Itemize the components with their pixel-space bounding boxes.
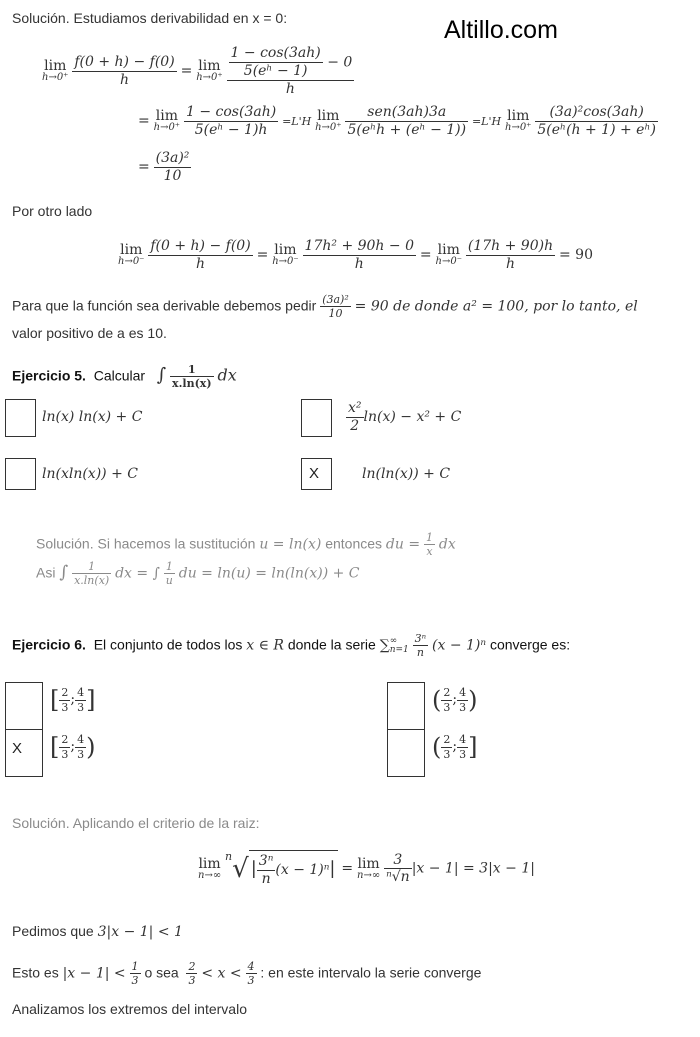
ej5-option-d-mark: X	[309, 465, 320, 482]
analizamos-line: Analizamos los extremos del intervalo	[12, 1001, 247, 1017]
ej6-option-c-mark: X	[12, 740, 23, 757]
root-test-line: lim n→∞ $^n$√ | $\frac{\text{3ⁿ}}{n}$ (x − 1)ⁿ| = lim n→∞ $\frac{3}{\text{ⁿ√n}}$ |x − 1| = 3|x − 1|	[198, 850, 535, 887]
solution-5-line-1: Solución. Si hacemos la sustitución u = ln(x) entonces du = $\frac{1}{x}$ dx	[36, 531, 456, 559]
conclusion-line-2: valor positivo de a es 10.	[12, 325, 167, 341]
ej6-option-d-checkbox[interactable]	[387, 729, 425, 777]
ej6-option-b-label: ( $\frac{2}{3}$ ; $\frac{4}{3}$ )	[432, 686, 478, 714]
conclusion-line-1: Para que la función sea derivable debemos pedir $\frac{\text{(3a)²}}{10}$ = 90 de donde a² = 100, por lo tanto, el	[12, 293, 638, 321]
site-brand: Altillo.com	[444, 16, 558, 44]
solution-5-line-2: Asi ∫ $\frac{1}{x.\ln(x)}$ dx = ∫ $\frac{1}{u}$ du = ln(u) = ln(ln(x)) + C	[36, 560, 360, 588]
ej6-option-a-checkbox[interactable]	[5, 682, 43, 730]
ej5-option-c-checkbox[interactable]	[5, 458, 36, 490]
ej6-option-c-label: [ $\frac{2}{3}$ ; $\frac{4}{3}$ )	[50, 733, 96, 761]
derivative-line-2: = lim h→0⁺ $\frac{1 - \cos(3ah)}{\text{5(eʰ − 1)h}}$ =L'H lim h→0⁺ $\frac{\text{sen(3ah)3a}}{\text{5(eʰh + (eʰ − 1))}}$ =L'H lim h→0⁺ $\frac{\text{(3a)²cos(3ah)}}{\text{5(eʰ(h + 1) + eʰ)}}$	[138, 104, 656, 138]
ej5-option-b-checkbox[interactable]	[301, 399, 332, 437]
solution-intro: Solución. Estudiamos derivabilidad en x = 0:	[12, 10, 288, 26]
ej6-option-a-label: [ $\frac{2}{3}$ ; $\frac{4}{3}$ ]	[50, 686, 96, 714]
exercise-5-heading: Ejercicio 5. Calcular ∫ $\frac{1}{x.\ln(x)}$ dx	[12, 363, 237, 391]
ej5-option-a-checkbox[interactable]	[5, 399, 36, 437]
ej5-option-c-label: ln(xln(x)) + C	[42, 466, 138, 482]
ej5-option-d-label: ln(ln(x)) + C	[362, 466, 451, 482]
esto-es-line: Esto es |x − 1| < $\frac{1}{3}$ o sea $\frac{2}{3}$ < x < $\frac{4}{3}$ : en este intervalo la serie converge	[12, 960, 482, 988]
ej6-option-b-checkbox[interactable]	[387, 682, 425, 730]
ej5-option-a-label: ln(x) ln(x) + C	[42, 409, 143, 425]
pedimos-line: Pedimos que 3|x − 1| < 1	[12, 923, 183, 940]
ej6-option-d-label: ( $\frac{2}{3}$ ; $\frac{4}{3}$ ]	[432, 733, 478, 761]
derivative-line-3: = $\frac{\text{(3a)²}}{10}$	[138, 150, 190, 184]
left-limit-line: lim h→0⁻ $\frac{f(0 + h) - f(0)}{h}$ = lim h→0⁻ $\frac{\text{17h² + 90h − 0}}{h}$ = lim h→0⁻ $\frac{(17h + 90)h}{h}$ = 90	[118, 238, 593, 272]
solution-6-intro: Solución. Aplicando el criterio de la raiz:	[12, 815, 260, 831]
ej6-option-c-checkbox[interactable]	[5, 729, 43, 777]
por-otro-lado: Por otro lado	[12, 203, 93, 219]
derivative-line-1: lim h→0⁺ $\frac{f(0 + h) - f(0)}{h}$ = lim h→0⁺ $\frac{1 - \cos(3ah)}{\text{5(eʰ − 1)}}$ − 0 h	[42, 45, 353, 97]
ej5-option-b-label: $\frac{\text{x²}}{2}$ ln(x) − x² + C	[348, 400, 462, 434]
exercise-6-heading: Ejercicio 6. El conjunto de todos los x ∈ R donde la serie ∑ ∞ n=1 $\frac{\text{3ⁿ}}{n}$ (x − 1)ⁿ converge es:	[12, 632, 571, 660]
